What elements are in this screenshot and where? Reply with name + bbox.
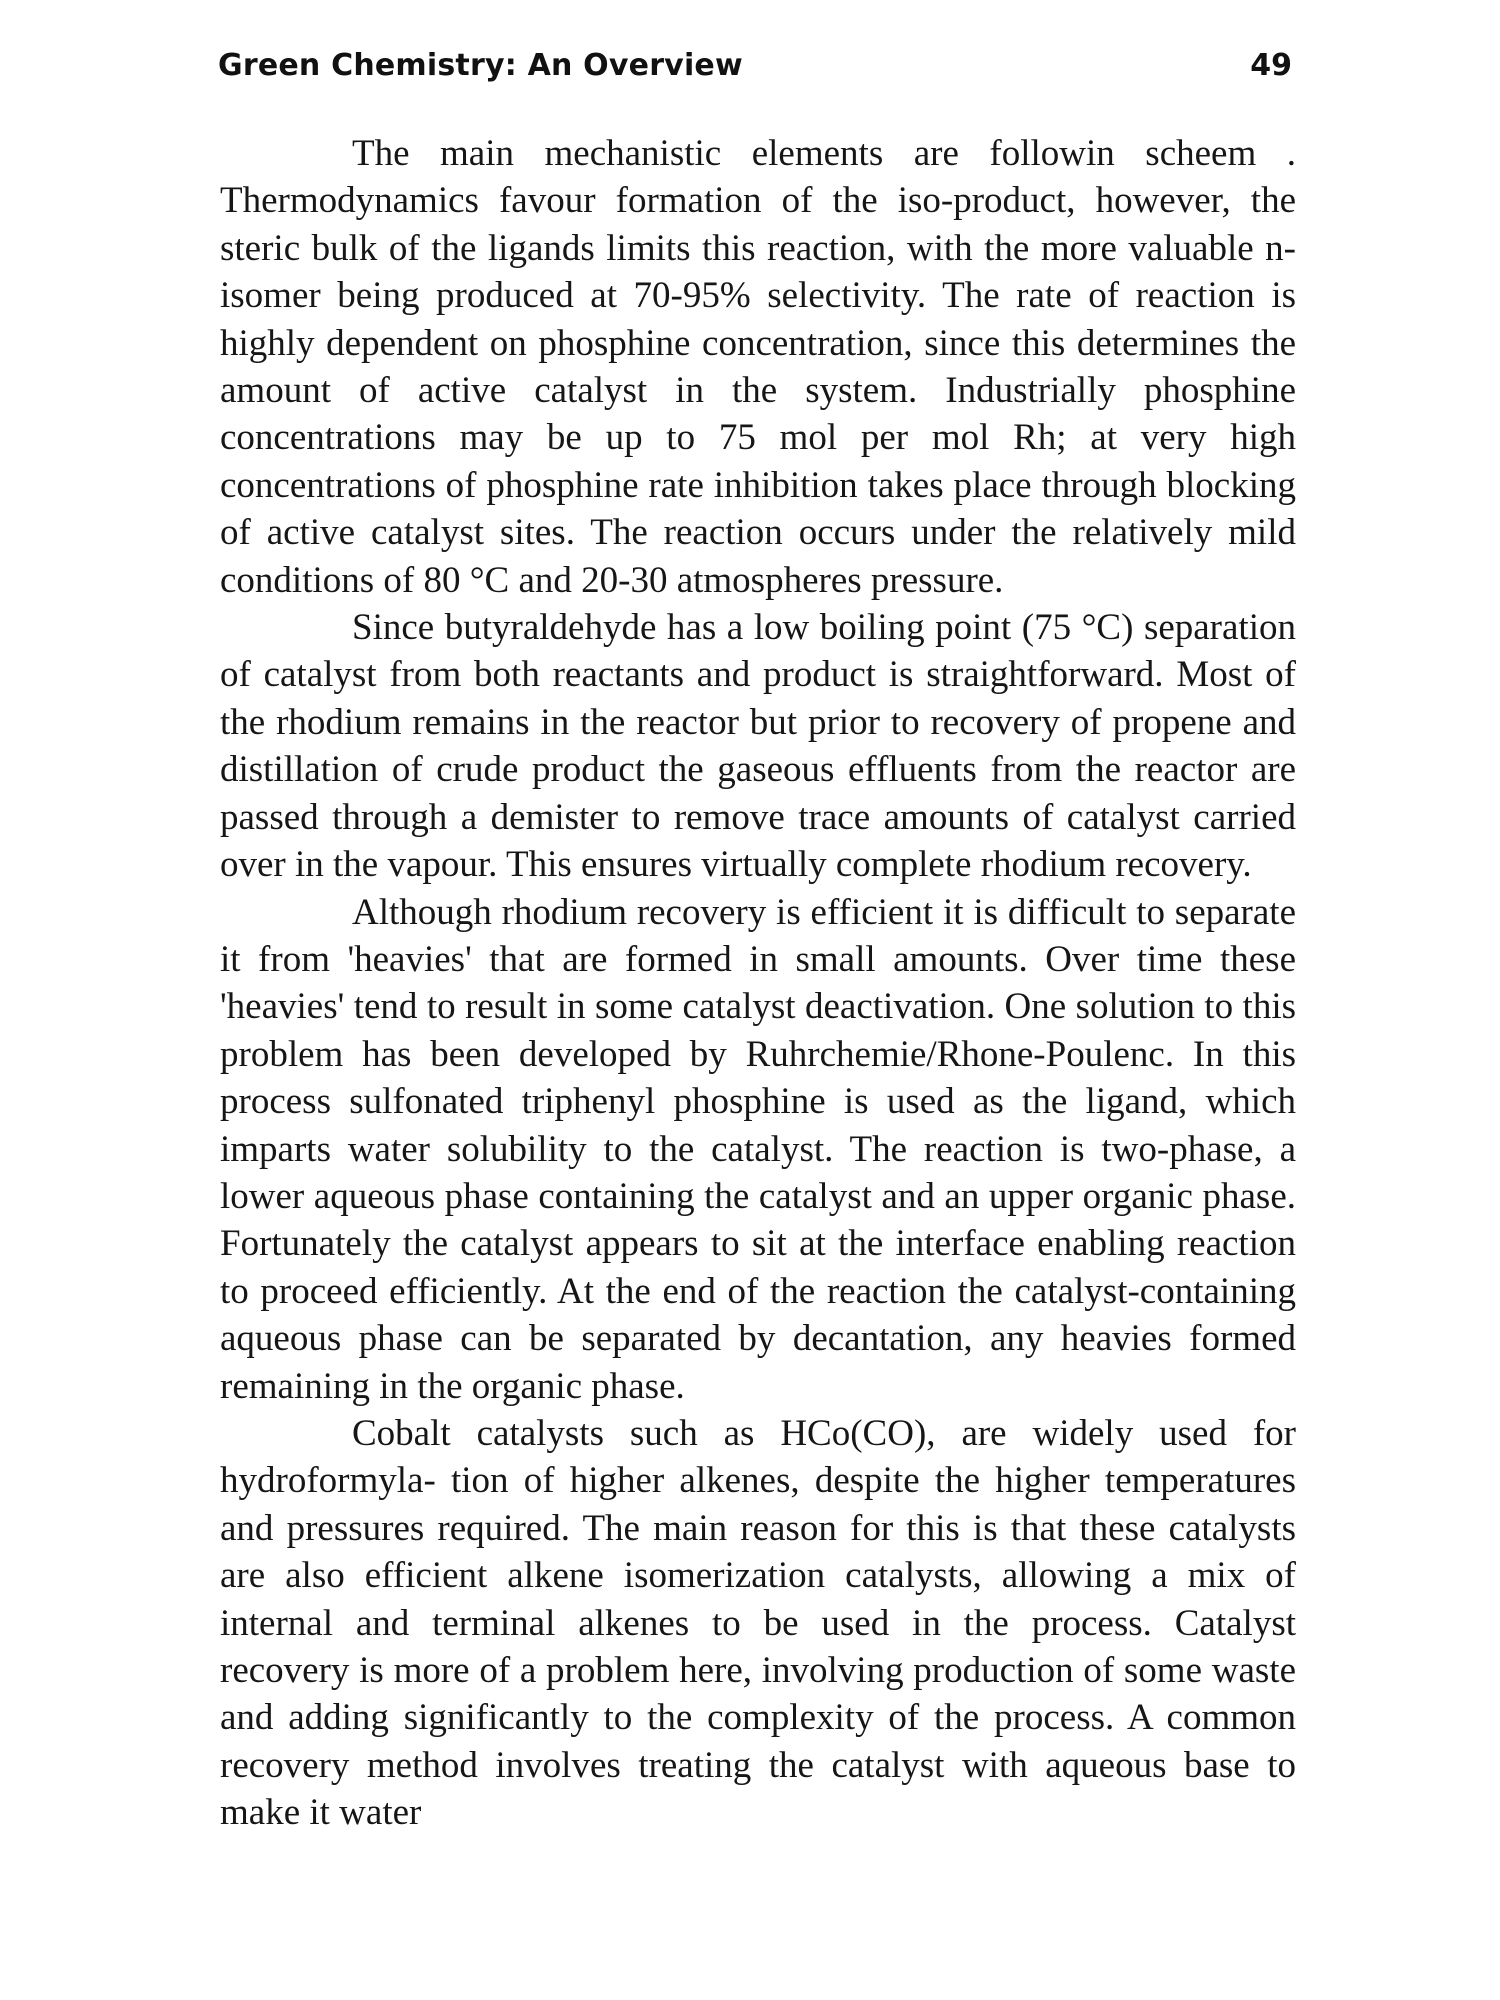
paragraph-cobalt-catalysts: Cobalt catalysts such as HCo(CO), are widely used for hydroformyla- tion of higher alkenes, despite the higher temperatures and pressures required. The main reason for this is that these catalysts are also efficient alkene isomerization catalysts, allowing a mix of internal and terminal alkenes to be used in the process. Catalyst recovery is more of a problem here, involving production of some waste and adding significantly to the complexity of the process. A common recovery method involves treating the catalyst with aqueous base to make it water	[220, 1412, 1296, 1834]
body-text	[220, 130, 1296, 1837]
page-number: 49	[1250, 47, 1292, 83]
paragraph-butyraldehyde-separation: Since butyraldehyde has a low boiling point (75 °C) separation of catalyst from both reactants and product is straightforward. Most of the rhodium remains in the reactor but prior to recovery of propene and distillation of crude product the gaseous effluents from the reactor are passed through a demister to remove trace amounts of catalyst carried over in the vapour. This ensures virtually complete rhodium recovery.	[220, 607, 1296, 886]
page-header	[218, 40, 1292, 90]
paragraph-mechanistic-elements: The main mechanistic elements are followin scheem . Thermodynamics favour formation of the iso-product, however, the steric bulk of the ligands limits this reaction, with the more valuable n-isomer being produced at 70-95% selectivity. The rate of reaction is highly dependent on phosphine concentration, since this determines the amount of active catalyst in the system. Industrially phosphine concentrations may be up to 75 mol per mol Rh; at very high concentrations of phosphine rate inhibition takes place through blocking of active catalyst sites. The reaction occurs under the relatively mild conditions of 80 °C and 20-30 atmospheres pressure.	[220, 133, 1296, 601]
running-title: Green Chemistry: An Overview	[218, 47, 743, 83]
paragraph-rhodium-recovery: Although rhodium recovery is efficient it is difficult to separate it from 'heavies' that are formed in small amounts. Over time these 'heavies' tend to result in some catalyst deactivation. One solution to this problem has been developed by Ruhrchemie/Rhone-Poulenc. In this process sulfonated triphenyl phosphine is used as the ligand, which imparts water solubility to the catalyst. The reaction is two-phase, a lower aqueous phase containing the catalyst and an upper organic phase. Fortunately the catalyst appears to sit at the interface enabling reaction to proceed efficiently. At the end of the reaction the catalyst-containing aqueous phase can be separated by decantation, any heavies formed remaining in the organic phase.	[220, 891, 1296, 1407]
